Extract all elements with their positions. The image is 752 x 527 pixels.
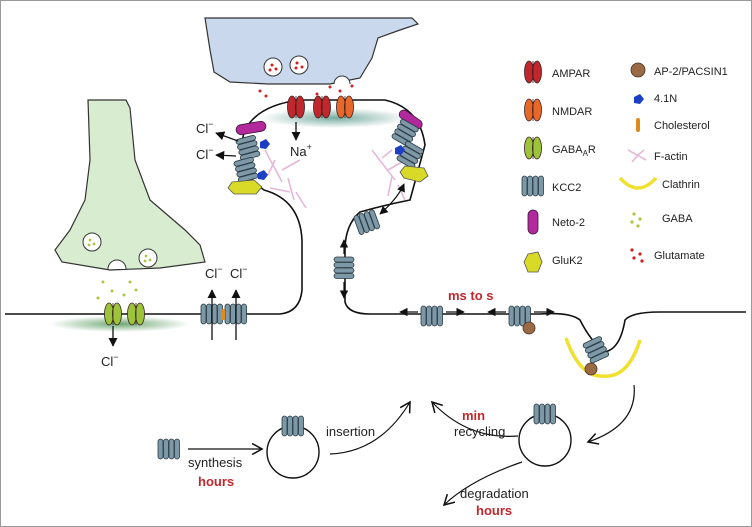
- ms-to-s-label: ms to s: [448, 288, 494, 303]
- min-label: min: [462, 408, 486, 423]
- kcc2-transporter: [421, 306, 443, 326]
- gluk2: [228, 180, 262, 194]
- svg-text:Clathrin: Clathrin: [662, 179, 700, 191]
- degradation-label: degradation: [460, 486, 529, 501]
- ap2-pacsin1: [585, 363, 597, 375]
- cl-label: Cl−: [101, 352, 119, 369]
- svg-text:KCC2: KCC2: [552, 182, 582, 194]
- gabaar-receptor: [105, 303, 122, 325]
- svg-text:GABA: GABA: [662, 213, 693, 225]
- svg-text:Neto-2: Neto-2: [552, 217, 586, 229]
- synthesis-label: synthesis: [188, 455, 243, 470]
- gabaar-receptor: [128, 303, 145, 325]
- svg-text:Cholesterol: Cholesterol: [654, 120, 710, 132]
- nmdar-receptor: [337, 96, 354, 118]
- na-label: Na+: [290, 142, 312, 159]
- hours-label: hours: [476, 503, 513, 518]
- svg-text:AP-2/PACSIN1: AP-2/PACSIN1: [654, 66, 728, 78]
- cl-label: Cl−: [196, 145, 214, 162]
- kcc2-transporter: [282, 416, 304, 436]
- ampar-receptor: [288, 96, 305, 118]
- recycling-label: recycling: [454, 424, 506, 439]
- cl-label: Cl−: [196, 119, 214, 136]
- svg-text:GluK2: GluK2: [552, 255, 583, 267]
- kcc2-transporter: [158, 439, 180, 459]
- excitatory-psd: [260, 108, 410, 128]
- synaptic-vesicle: [290, 56, 308, 74]
- ampar-receptor: [314, 96, 331, 118]
- insertion-label: insertion: [326, 424, 376, 439]
- kcc2-transporter: [334, 257, 354, 279]
- ap2-pacsin1: [523, 322, 535, 334]
- svg-text:GABAAR: $GABA_AR$: [552, 144, 596, 158]
- kcc2-transporter: [534, 404, 556, 424]
- gaba-vesicle: [83, 233, 101, 251]
- svg-text:4.1N: 4.1N: [654, 93, 678, 105]
- cl-label: Cl−: [205, 264, 223, 281]
- svg-text:NMDAR: NMDAR: [552, 106, 593, 118]
- svg-text:F-actin: F-actin: [654, 151, 688, 163]
- gaba-vesicle: [139, 249, 157, 267]
- synaptic-vesicle: [264, 58, 282, 76]
- hours-label: hours: [198, 474, 235, 489]
- svg-text:AMPAR: AMPAR: [552, 68, 591, 80]
- svg-text:Glutamate: Glutamate: [654, 250, 705, 262]
- cholesterol: [221, 309, 225, 320]
- cl-label: Cl−: [230, 264, 248, 281]
